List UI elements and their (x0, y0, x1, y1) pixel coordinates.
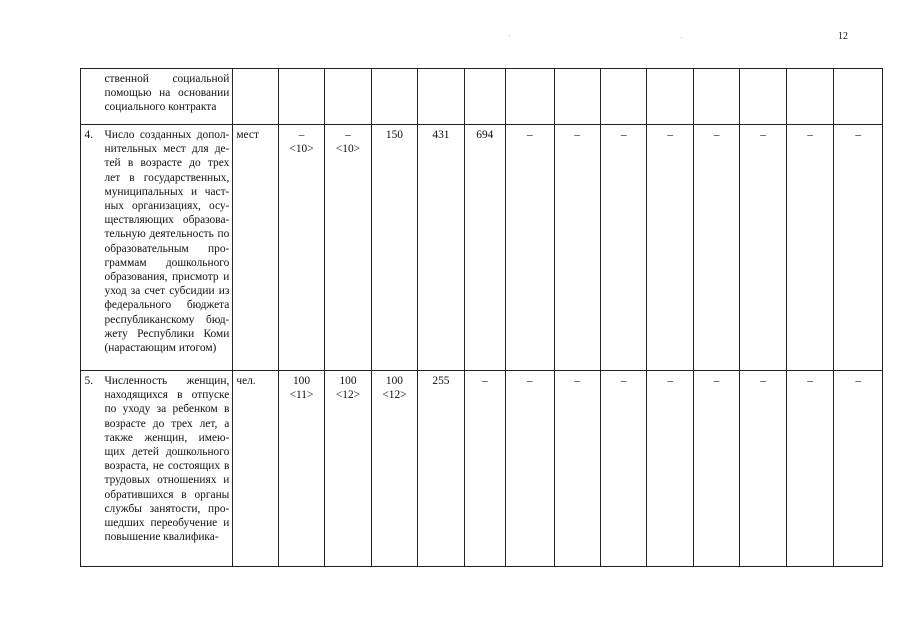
description-line: образования, присмотр и (104, 271, 230, 284)
description-line: граммам дошкольного (104, 256, 230, 269)
value-cell (786, 69, 834, 125)
description-line: тельную деятельность по (104, 228, 230, 241)
value-cell (834, 69, 883, 125)
description-line: лет в государственных, (104, 171, 230, 184)
description-line: тей в возрасте до трех (104, 157, 230, 170)
indicator-description-cell (80, 371, 233, 567)
value-cell (464, 69, 505, 125)
value-cell (418, 69, 464, 125)
description-line: возрасте до трех лет, а (104, 417, 230, 430)
description-line: социального контракта (104, 101, 217, 114)
description-line: находящихся в отпуске (104, 389, 230, 402)
description-line: повышение квалифика- (104, 531, 219, 544)
row-number: 4. (84, 129, 94, 141)
description-line: федерального бюджета (104, 299, 230, 312)
table-row (80, 125, 883, 371)
value-cell (600, 69, 646, 125)
value-cell: 150 (371, 125, 417, 371)
value-cell: – (786, 371, 834, 567)
description-line: уход за счет субсидии из (104, 285, 230, 298)
scan-speck (681, 37, 682, 38)
description-line: (нарастающим итогом) (104, 342, 217, 355)
value-cell: – (834, 371, 883, 567)
value-cell: 100 <12> (325, 371, 371, 567)
description-line: также женщин, имею- (104, 431, 230, 444)
description-line: обратившихся в органы (104, 488, 230, 501)
description-line: муниципальных и част- (104, 185, 230, 198)
row-number: 5. (84, 375, 94, 387)
indicator-description-cell (80, 69, 233, 125)
value-cell (647, 69, 693, 125)
value-cell: – (554, 125, 600, 371)
description-line: помощью на основании (104, 87, 230, 100)
description-line: службы занятости, про- (104, 502, 230, 515)
indicator-description-cell (80, 125, 233, 371)
value-cell: 255 (418, 371, 464, 567)
description-line: по уходу за ребенком в (104, 403, 230, 416)
value-cell: – <10> (325, 125, 371, 371)
value-cell: – (693, 371, 739, 567)
description-line: возраста, не состоящих в (104, 460, 230, 473)
description-line: ществляющих образова- (104, 214, 230, 227)
value-cell: – (693, 125, 739, 371)
value-cell: – (464, 371, 505, 567)
value-cell (325, 69, 371, 125)
value-cell: 100 <11> (278, 371, 324, 567)
value-cell: – (600, 371, 646, 567)
description-line: шедших переобучение и (104, 517, 230, 530)
value-cell: – (505, 371, 554, 567)
description-line: жету Республики Коми (104, 327, 230, 340)
value-cell: – (740, 125, 786, 371)
value-cell: – (505, 125, 554, 371)
value-cell (278, 69, 324, 125)
value-cell: 431 (418, 125, 464, 371)
indicator-table (80, 68, 883, 567)
value-cell: – (786, 125, 834, 371)
value-cell: – <10> (278, 125, 324, 371)
table-row (80, 69, 883, 125)
description-line: Численность женщин, (104, 375, 230, 387)
value-cell: – (740, 371, 786, 567)
value-cell (505, 69, 554, 125)
value-cell: – (554, 371, 600, 567)
description-line: нительных мест для де- (104, 143, 230, 156)
description-line: образовательным про- (104, 242, 230, 255)
unit-cell (233, 69, 278, 125)
table-row (80, 371, 883, 567)
description-line: трудовых отношениях и (104, 474, 230, 487)
value-cell: 694 (464, 125, 505, 371)
description-line: щих детей дошкольного (104, 446, 230, 459)
page-number: 12 (838, 31, 848, 42)
value-cell (554, 69, 600, 125)
scan-speck (509, 35, 510, 36)
value-cell: – (600, 125, 646, 371)
description-line: республиканскому бюд- (104, 313, 230, 326)
description-line: ственной социальной (104, 73, 230, 85)
value-cell: – (647, 371, 693, 567)
unit-cell: мест (233, 125, 278, 371)
value-cell (693, 69, 739, 125)
value-cell (371, 69, 417, 125)
description-line: ных организациях, осу- (104, 200, 230, 213)
description-line: Число созданных допол- (104, 129, 230, 141)
value-cell (740, 69, 786, 125)
value-cell: 100 <12> (371, 371, 417, 567)
value-cell: – (647, 125, 693, 371)
value-cell: – (834, 125, 883, 371)
unit-cell: чел. (233, 371, 278, 567)
